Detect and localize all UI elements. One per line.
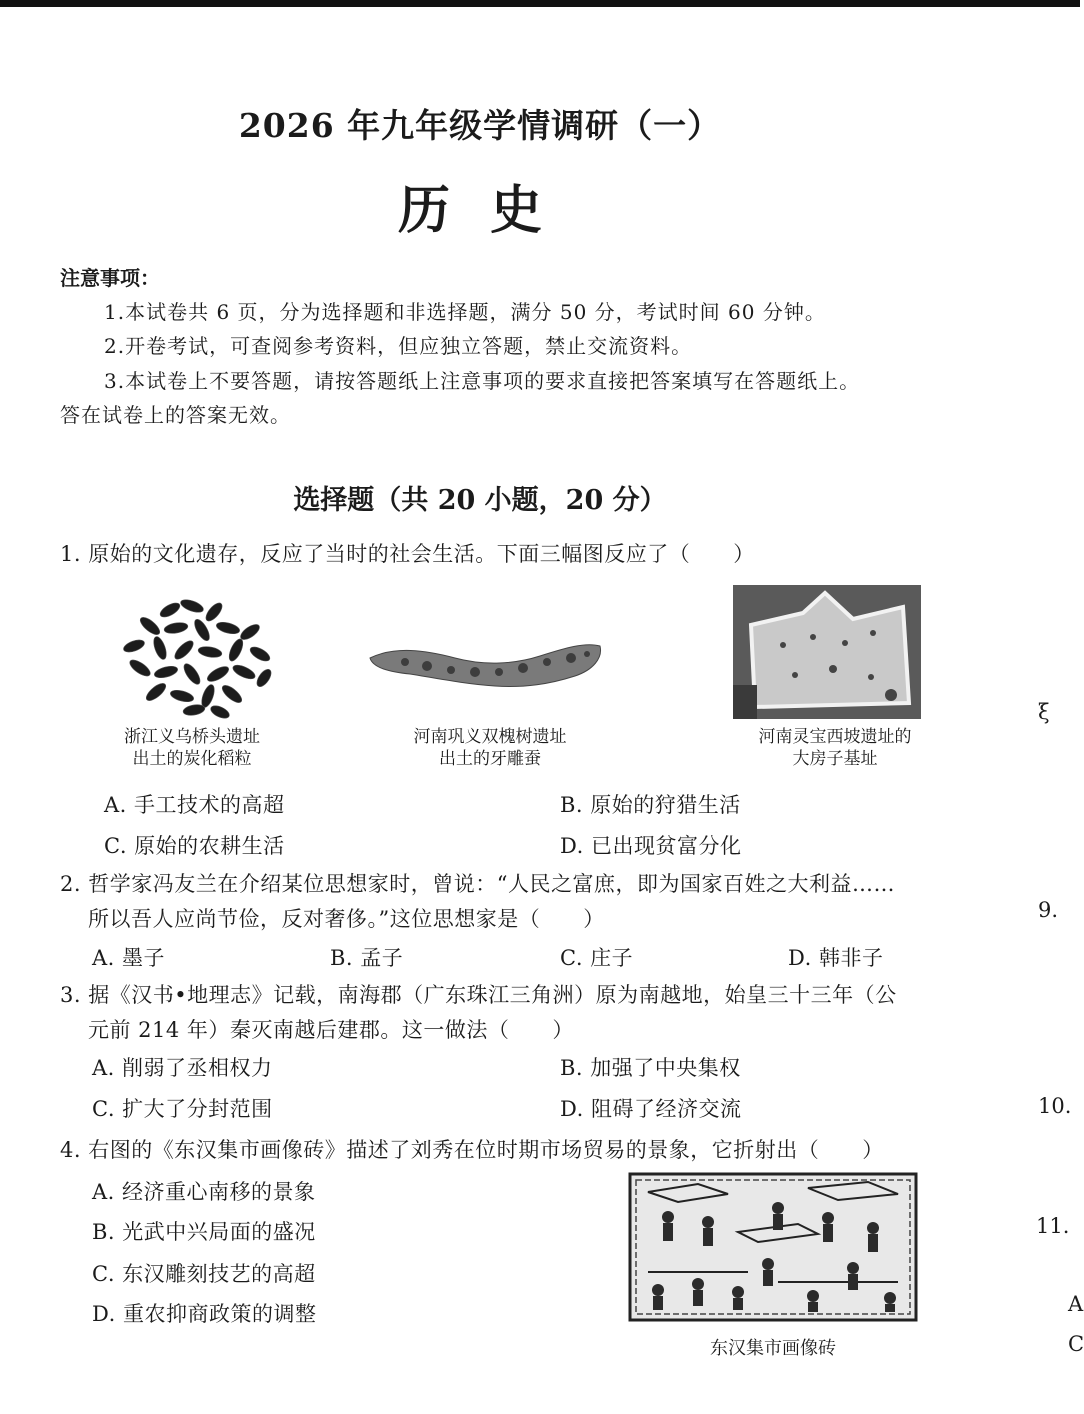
subject-title: 历史 — [397, 180, 582, 241]
notice-item: 3.本试卷上不要答题，请按答题纸上注意事项的要求直接把答案填写在答题纸上。 — [104, 369, 861, 393]
option-c[interactable]: C. 东汉雕刻技艺的高超 — [92, 1262, 316, 1286]
margin-question-number: 11. — [1036, 1214, 1070, 1238]
option-d[interactable]: D. 阻碍了经济交流 — [560, 1097, 742, 1121]
question-2-stem: 所以吾人应尚节俭，反对奢侈。”这位思想家是（ ） — [88, 907, 605, 931]
option-a[interactable]: A. 经济重心南移的景象 — [92, 1180, 316, 1204]
market-brick-relief-image — [628, 1172, 918, 1322]
tooth-carved-silkworm-image — [365, 628, 605, 698]
option-a[interactable]: A. 墨子 — [92, 946, 166, 970]
option-d[interactable]: D. 韩非子 — [788, 946, 884, 970]
question-4-stem: 4. 右图的《东汉集市画像砖》描述了刘秀在位时期市场贸易的景象，它折射出（ ） — [60, 1138, 884, 1162]
section-title: 选择题（共 20 小题，20 分） — [293, 485, 667, 516]
option-a[interactable]: A. 手工技术的高超 — [104, 793, 285, 817]
margin-question-number: 10. — [1038, 1094, 1072, 1118]
exam-title: 2026 年九年级学情调研（一） — [238, 106, 722, 145]
page-top-edge — [0, 0, 1080, 7]
question-3-stem: 元前 214 年）秦灭南越后建郡。这一做法（ ） — [88, 1018, 574, 1042]
option-c[interactable]: C. 庄子 — [560, 946, 634, 970]
option-d[interactable]: D. 重农抑商政策的调整 — [92, 1302, 317, 1326]
notice-item: 答在试卷上的答案无效。 — [60, 403, 291, 427]
market-brick-caption: 东汉集市画像砖 — [710, 1338, 836, 1359]
notice-item: 2.开卷考试，可查阅参考资料，但应独立答题，禁止交流资料。 — [104, 334, 693, 358]
house-foundation-image — [733, 585, 921, 719]
question-1-stem: 1. 原始的文化遗存，反应了当时的社会生活。下面三幅图反应了（ ） — [60, 542, 755, 566]
notice-item: 1.本试卷共 6 页，分为选择题和非选择题，满分 50 分，考试时间 60 分钟。 — [104, 300, 826, 324]
margin-option-letter: C — [1068, 1332, 1084, 1356]
question-3-stem: 3. 据《汉书•地理志》记载，南海郡（广东珠江三角洲）原为南越地，始皇三十三年（公 — [60, 983, 897, 1007]
margin-option-letter: A — [1068, 1292, 1084, 1316]
rice-grains-image — [110, 588, 280, 718]
option-b[interactable]: B. 孟子 — [330, 946, 404, 970]
option-b[interactable]: B. 原始的狩猎生活 — [560, 793, 741, 817]
option-c[interactable]: C. 扩大了分封范围 — [92, 1097, 273, 1121]
margin-mark: ξ — [1038, 700, 1050, 724]
notice-heading: 注意事项： — [60, 266, 160, 290]
option-c[interactable]: C. 原始的农耕生活 — [104, 834, 285, 858]
option-a[interactable]: A. 削弱了丞相权力 — [92, 1056, 273, 1080]
option-b[interactable]: B. 加强了中央集权 — [560, 1056, 741, 1080]
option-b[interactable]: B. 光武中兴局面的盛况 — [92, 1220, 316, 1244]
margin-question-number: 9. — [1038, 898, 1059, 922]
figure-caption: 河南巩义双槐树遗址 出土的牙雕蚕 — [413, 727, 567, 769]
option-d[interactable]: D. 已出现贫富分化 — [560, 834, 742, 858]
figure-caption: 河南灵宝西坡遗址的 大房子基址 — [758, 727, 912, 769]
question-2-stem: 2. 哲学家冯友兰在介绍某位思想家时，曾说：“人民之富庶，即为国家百姓之大利益…… — [60, 872, 895, 896]
figure-caption: 浙江义乌桥头遗址 出土的炭化稻粒 — [124, 727, 260, 769]
